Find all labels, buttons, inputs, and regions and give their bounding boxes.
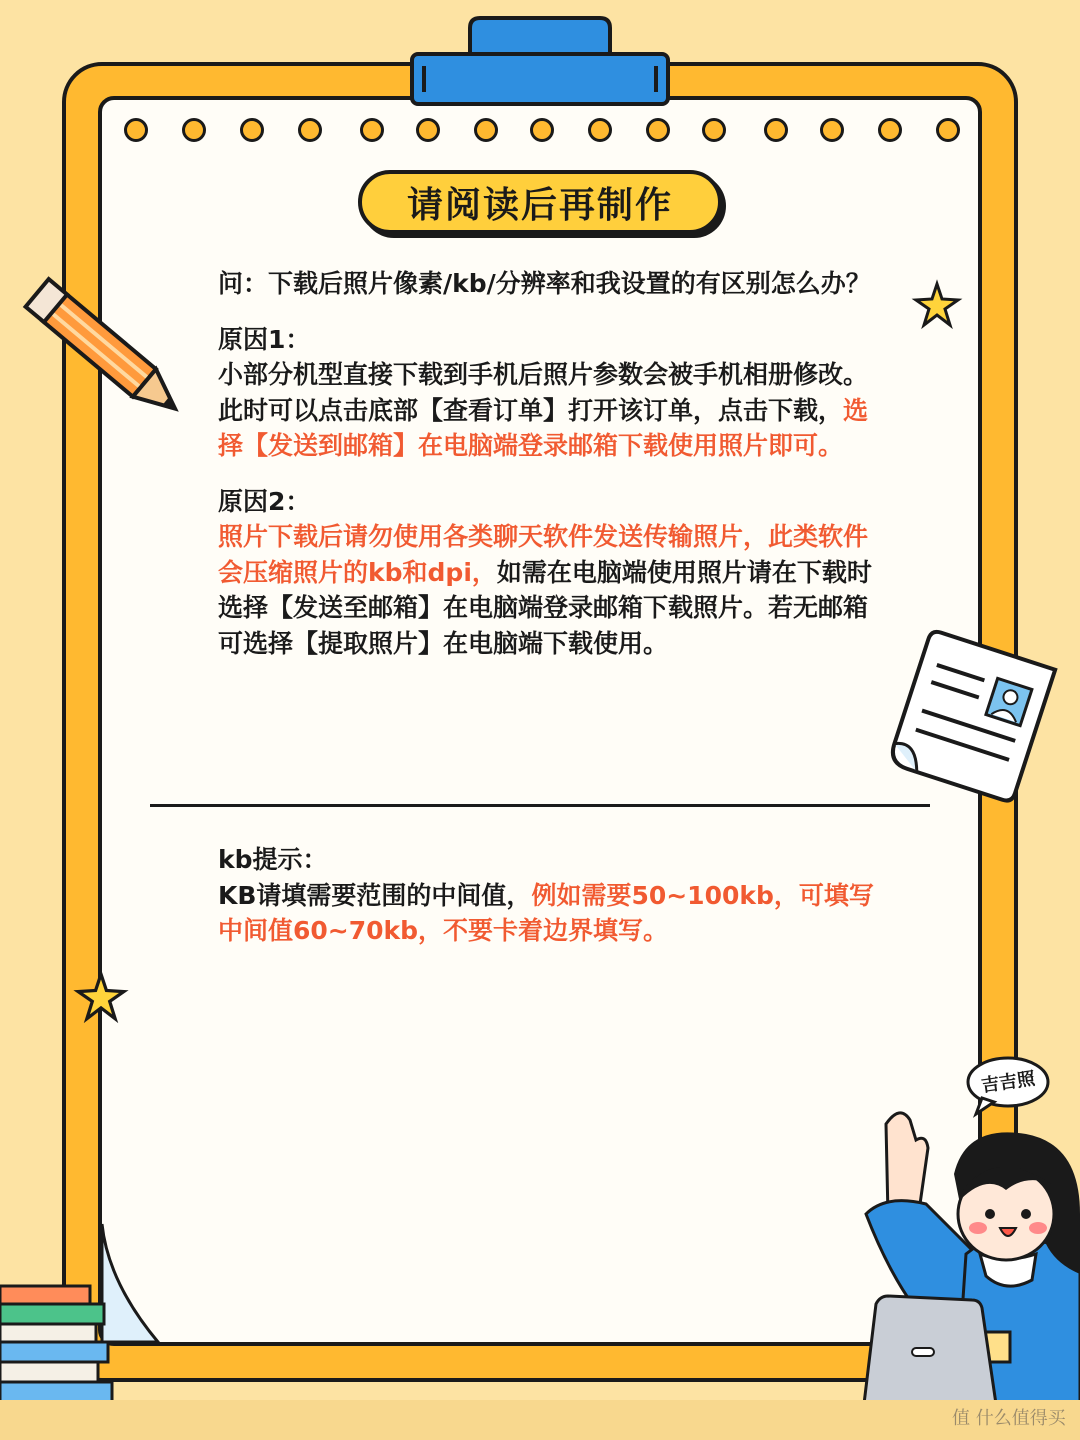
reason1-highlight: 选择【发送到邮箱】在电脑端登录邮箱下载使用照片即可。 <box>218 395 869 460</box>
girl-with-laptop-illustration <box>856 1104 1080 1404</box>
reason2-normal: 如需在电脑端使用照片请在下载时选择【发送至邮箱】在电脑端登录邮箱下载照片。若无邮箱可选择【提取照片】在电脑端下载使用。 <box>218 557 872 658</box>
kb-tip-label: kb提示： <box>218 845 328 874</box>
speech-badge-text: 吉吉照 <box>980 1068 1037 1097</box>
reason1-normal: 小部分机型直接下载到手机后照片参数会被手机相册修改。此时可以点击底部【查看订单】打开该订单，点击下载， <box>218 360 869 425</box>
reason2-highlight: 照片下载后请勿使用各类聊天软件发送传输照片，此类软件会压缩照片的kb和dpi， <box>218 522 869 587</box>
reason2-text <box>218 519 878 661</box>
bottom-bar <box>0 1400 1080 1440</box>
kb-tip <box>218 842 878 949</box>
reason1-text <box>218 357 878 464</box>
reason1-label: 原因1： <box>218 324 311 354</box>
watermark: 值 什么值得买 <box>952 1408 1066 1429</box>
kb-tip-normal: KB请填需要范围的中间值， <box>218 880 532 910</box>
document-icon <box>888 628 1068 798</box>
title-badge <box>358 170 722 234</box>
question-text: 问：下载后照片像素/kb/分辨率和我设置的有区别怎么办？ <box>218 269 871 298</box>
pencil-icon <box>24 280 204 440</box>
kb-tip-text <box>218 878 878 949</box>
divider <box>150 804 930 807</box>
clip-icon <box>410 18 670 106</box>
page-title: 请阅读后再制作 <box>406 184 673 226</box>
binder-holes <box>124 118 964 142</box>
star-icon <box>76 972 126 1022</box>
kb-tip-highlight: 例如需要50~100kb，可填写中间值60~70kb，不要卡着边界填写。 <box>218 880 874 945</box>
books-icon <box>0 1286 130 1406</box>
main-content <box>218 266 878 661</box>
star-icon <box>914 282 960 328</box>
reason2-label: 原因2： <box>218 486 311 516</box>
